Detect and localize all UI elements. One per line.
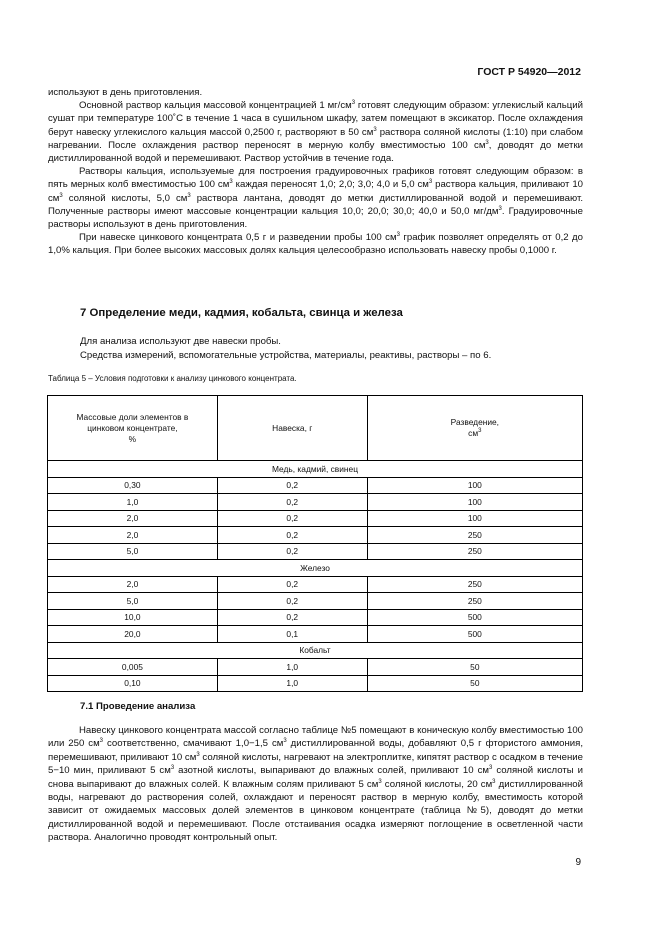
calcium-text-block	[48, 86, 583, 258]
sample-mass-cell: 0,2	[217, 593, 367, 610]
sample-mass-cell: 0,2	[217, 576, 367, 593]
dilution-cell: 250	[367, 527, 582, 544]
paragraph-procedure: Навеску цинкового концентрата массой согласно таблице №5 помещают в коническую колбу вместимостью 100 или 250 $см^3$ соответственно, смачивают 1,0−1,5 $см^3$ дистиллированной воды, добавляют 0,5 г фтористого аммония, перемешивают, приливают 10 $см^3$ соляной кислоты, нагревают на электроплитке, кипятят раствор с осадком в течение 5−10 мин, приливают 5 $см^3$ азотной кислоты, выпаривают до влажных солей, приливают 10 $см^3$ соляной кислоты и снова выпаривают до влажных солей. К влажным солям приливают 5 $см^3$ соляной кислоты, 20 $см^3$ дистиллированной воды, нагревают до растворения солей, охлаждают и переносят раствор в мерную колбу, вместимость которой зависит от ожидаемых массовых долей элементов в цинковом концентрате (таблица №5), доводят до метки дистиллированной водой и перемешивают. После отстаивания осадка измеряют поглощение в осветленной части раствора. Аналогично проводят контрольный опыт.	[48, 725, 583, 844]
sample-mass-cell: 1,0	[217, 675, 367, 692]
table-row	[48, 675, 583, 692]
sample-mass-cell: 0,1	[217, 626, 367, 643]
sample-mass-cell: 0,2	[217, 527, 367, 544]
table-header-row	[48, 396, 583, 461]
table-body	[48, 461, 583, 692]
sample-mass-cell: 1,0	[217, 659, 367, 676]
paragraph-calibration-solutions: Растворы кальция, используемые для построения градуировочных графиков готовят следующим образом: в пять мерных колб вместимостью 100 $см^3$ каждая переносят 1,0; 2,0; 3,0; 4,0 и 5,0 $см^3$ раствора кальция, приливают 10 $см^3$ соляной кислоты, 5,0 $см^3$ раствора лантана, доводят до метки дистиллированной водой и перемешивают. Полученные растворы имеют массовые концентрации кальция 10,0; 20,0; 30,0; 40,0 и 50,0 $мг/дм^3$. Градуировочные растворы используют в день приготовления.	[48, 166, 583, 231]
section-heading: 7 Определение меди, кадмия, кобальта, свинца и железа	[80, 307, 403, 319]
mass-fraction-cell: 20,0	[48, 626, 218, 643]
sample-mass-cell: 0,2	[217, 494, 367, 511]
table-group-row	[48, 642, 583, 659]
table-row	[48, 510, 583, 527]
sample-mass-cell: 0,2	[217, 543, 367, 560]
paragraph-sample-mass: При навеске цинкового концентрата 0,5 г и разведении пробы 100 $см^3$ график позволяет определять от 0,2 до 1,0% кальция. При более высоких массовых долях кальция целесообразно использовать навеску пробы 0,1000 г.	[48, 232, 583, 257]
table-row	[48, 477, 583, 494]
mass-fraction-cell: 5,0	[48, 543, 218, 560]
table-row	[48, 543, 583, 560]
table-row	[48, 626, 583, 643]
sample-mass-cell: 0,2	[217, 510, 367, 527]
header-sample-mass: Навеска, г	[217, 396, 367, 461]
dilution-cell: 500	[367, 626, 582, 643]
table-row	[48, 527, 583, 544]
dilution-cell: 50	[367, 659, 582, 676]
paragraph-stock-solution: Основной раствор кальция массовой концентрацией 1 $мг/см^3$ готовят следующим образом: углекислый кальций сушат при температуре 100˚С в течение 1 часа в сушильном шкафу, затем помещают в эксикатор. После охлаждения берут навеску углекислого кальция массой 0,2500 г, растворяют в 50 $см^3$ раствора соляной кислоты (1:10) при слабом нагревании. После охлаждения раствор переносят в мерную колбу вместимостью 100 $см^3$, доводят до метки дистиллированной водой и перемешивают. Раствор устойчив в течение года.	[48, 100, 583, 165]
section-intro	[80, 335, 491, 362]
document-code: ГОСТ Р 54920—2012	[477, 66, 581, 78]
group-title-cell: Кобальт	[48, 642, 583, 659]
dilution-cell: 100	[367, 494, 582, 511]
dilution-cell: 250	[367, 576, 582, 593]
header-mass-fraction: Массовые доли элементов в цинковом концентрате, %	[48, 396, 218, 461]
conditions-table	[47, 395, 583, 692]
mass-fraction-cell: 0,10	[48, 675, 218, 692]
table-row	[48, 659, 583, 676]
mass-fraction-cell: 0,005	[48, 659, 218, 676]
table-group-row	[48, 560, 583, 577]
page-number: 9	[575, 857, 581, 868]
procedure-text-block	[48, 724, 583, 845]
table-row	[48, 494, 583, 511]
mass-fraction-cell: 2,0	[48, 510, 218, 527]
sample-mass-cell: 0,2	[217, 609, 367, 626]
table-row	[48, 609, 583, 626]
paragraph-continuation: используют в день приготовления.	[48, 87, 203, 98]
mass-fraction-cell: 2,0	[48, 527, 218, 544]
dilution-cell: 50	[367, 675, 582, 692]
dilution-cell: 100	[367, 477, 582, 494]
dilution-cell: 100	[367, 510, 582, 527]
dilution-cell: 250	[367, 593, 582, 610]
intro-line: Для анализа используют две навески пробы.	[80, 336, 281, 347]
mass-fraction-cell: 1,0	[48, 494, 218, 511]
mass-fraction-cell: 10,0	[48, 609, 218, 626]
sample-mass-cell: 0,2	[217, 477, 367, 494]
dilution-cell: 500	[367, 609, 582, 626]
subsection-heading: 7.1 Проведение анализа	[80, 701, 196, 712]
table-row	[48, 593, 583, 610]
dilution-cell: 250	[367, 543, 582, 560]
mass-fraction-cell: 0,30	[48, 477, 218, 494]
group-title-cell: Железо	[48, 560, 583, 577]
mass-fraction-cell: 2,0	[48, 576, 218, 593]
group-title-cell: Медь, кадмий, свинец	[48, 461, 583, 478]
header-dilution: Разведение, $см^3$	[367, 396, 582, 461]
table-caption: Таблица 5 – Условия подготовки к анализу цинкового концентрата.	[48, 374, 297, 383]
table-group-row	[48, 461, 583, 478]
intro-line: Средства измерений, вспомогательные устройства, материалы, реактивы, растворы – по 6.	[80, 349, 492, 361]
table-row	[48, 576, 583, 593]
mass-fraction-cell: 5,0	[48, 593, 218, 610]
